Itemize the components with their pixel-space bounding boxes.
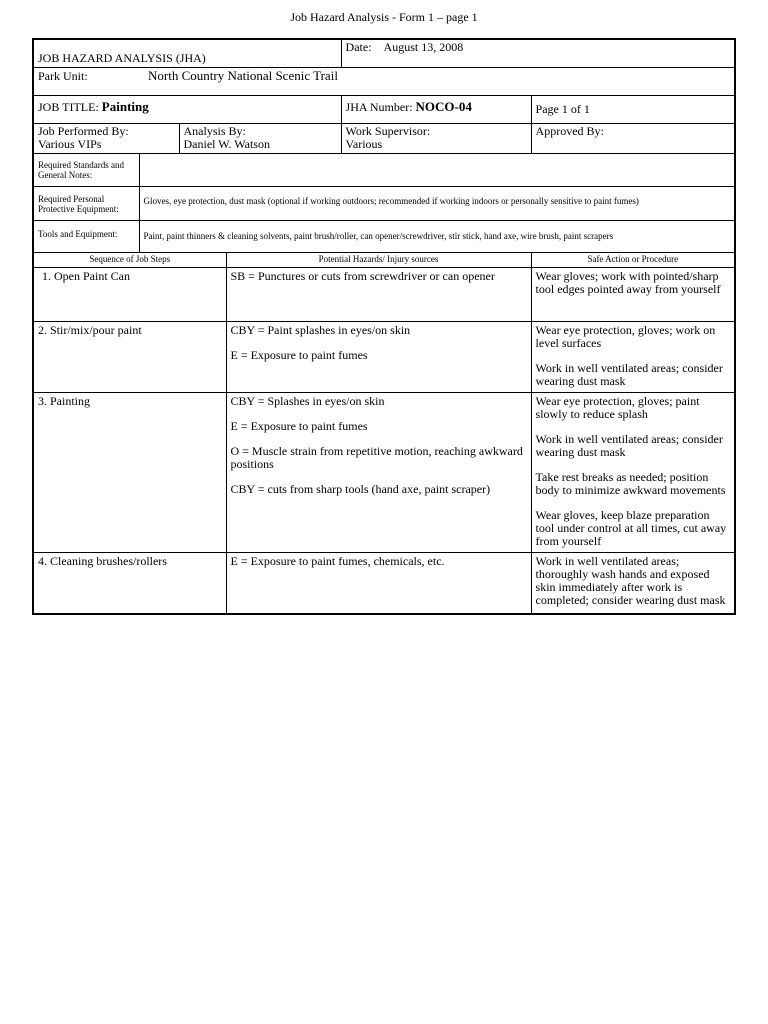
tools-label: Tools and Equipment: [33, 220, 139, 252]
action-item: Wear gloves, keep blaze preparation tool under control at all times, cut away from yourself [535, 507, 727, 548]
job-step: 3. Painting [33, 392, 226, 552]
required-standards-row [33, 153, 735, 186]
approved-by-cell [531, 123, 735, 153]
park-unit-cell [33, 67, 735, 95]
job-title-row [33, 95, 735, 123]
actions-cell [531, 267, 735, 321]
job-step: 1. Open Paint Can [33, 267, 226, 321]
job-title-cell [33, 95, 341, 123]
job-step-row [33, 321, 735, 392]
action-item: Take rest breaks as needed; position body to minimize awkward movements [535, 469, 726, 497]
job-title-label: JOB TITLE: [38, 99, 99, 114]
column-header-row [33, 252, 735, 267]
job-title-value: Painting [101, 98, 149, 114]
tools-row [33, 220, 735, 252]
title-row [33, 39, 735, 67]
action-item: Work in well ventilated areas; consider wearing dust mask [535, 360, 723, 388]
jha-number-cell [341, 95, 531, 123]
ppe-label: Required Personal Protective Equipment: [33, 186, 139, 220]
hazards-cell [226, 321, 531, 392]
job-performed-by-cell [33, 123, 179, 153]
hazard-item: O = Muscle strain from repetitive motion, reaching awkward positions [230, 443, 523, 471]
job-steps [33, 267, 735, 614]
ppe-value: Gloves, eye protection, dust mask (optional if working outdoors; recommended if working indoors or personally sensitive to paint fumes) [139, 186, 735, 220]
hazard-item: CBY = Paint splashes in eyes/on skin [230, 322, 411, 337]
park-unit-label: Park Unit: [38, 68, 88, 83]
date-label: Date: [345, 40, 372, 54]
required-standards-label: Required Standards and General Notes: [33, 153, 139, 186]
jha-number-label: JHA Number: [345, 99, 413, 114]
actions-cell [531, 392, 735, 552]
job-step: 4. Cleaning brushes/rollers [33, 552, 226, 614]
park-unit-value: North Country National Scenic Trail [148, 67, 338, 83]
work-supervisor-cell [341, 123, 531, 153]
column-header-steps: Sequence of Job Steps [33, 252, 226, 267]
date-value: August 13, 2008 [383, 40, 464, 54]
analysis-by-label: Analysis By: [183, 123, 246, 138]
column-header-hazards: Potential Hazards/ Injury sources [226, 252, 531, 267]
personnel-row [33, 123, 735, 153]
hazard-item: E = Exposure to paint fumes [230, 418, 368, 433]
jha-number-value: NOCO-04 [415, 98, 472, 114]
required-standards-value [139, 153, 735, 186]
actions-cell [531, 321, 735, 392]
column-header-actions: Safe Action or Procedure [531, 252, 735, 267]
hazard-item: E = Exposure to paint fumes [230, 347, 368, 362]
job-step: 2. Stir/mix/pour paint [33, 321, 226, 392]
page-count: Page 1 of 1 [531, 95, 735, 123]
job-performed-by-label: Job Performed By: [38, 123, 129, 138]
hazards-cell [226, 552, 531, 614]
action-item: Work in well ventilated areas; thoroughly wash hands and exposed skin immediately after work is completed; consider wearing dust mask [535, 553, 726, 607]
job-step-row [33, 267, 735, 321]
approved-by-label: Approved By: [535, 123, 604, 138]
tools-value: Paint, paint thinners & cleaning solvents, paint brush/roller, can opener/screwdriver, stir stick, hand axe, wire brush, paint scrapers [139, 220, 735, 252]
analysis-by-cell [179, 123, 341, 153]
hazards-cell [226, 392, 531, 552]
work-supervisor-label: Work Supervisor: [345, 123, 431, 138]
ppe-row [33, 186, 735, 220]
work-supervisor-value: Various [345, 136, 383, 151]
actions-cell [531, 552, 735, 614]
park-unit-row [33, 67, 735, 95]
form-title: JOB HAZARD ANALYSIS (JHA) [33, 39, 341, 67]
action-item: Wear eye protection, gloves; work on level surfaces [535, 322, 716, 350]
action-item: Wear eye protection, gloves; paint slowly to reduce splash [535, 393, 700, 421]
hazard-item: E = Exposure to paint fumes, chemicals, etc. [230, 553, 445, 568]
hazard-item: CBY = cuts from sharp tools (hand axe, paint scraper) [230, 481, 491, 496]
hazard-item: SB = Punctures or cuts from screwdriver or can opener [230, 268, 495, 283]
job-step-row [33, 552, 735, 614]
hazard-item: CBY = Splashes in eyes/on skin [230, 393, 385, 408]
date-cell [341, 39, 735, 67]
job-performed-by-value: Various VIPs [38, 136, 102, 151]
analysis-by-value: Daniel W. Watson [183, 136, 270, 151]
action-item: Work in well ventilated areas; consider wearing dust mask [535, 431, 723, 459]
hazards-cell [226, 267, 531, 321]
page-header: Job Hazard Analysis - Form 1 – page 1 [290, 10, 478, 24]
action-item: Wear gloves; work with pointed/sharp tool edges pointed away from yourself [535, 268, 721, 296]
jha-form-table [32, 38, 736, 615]
job-step-row [33, 392, 735, 552]
